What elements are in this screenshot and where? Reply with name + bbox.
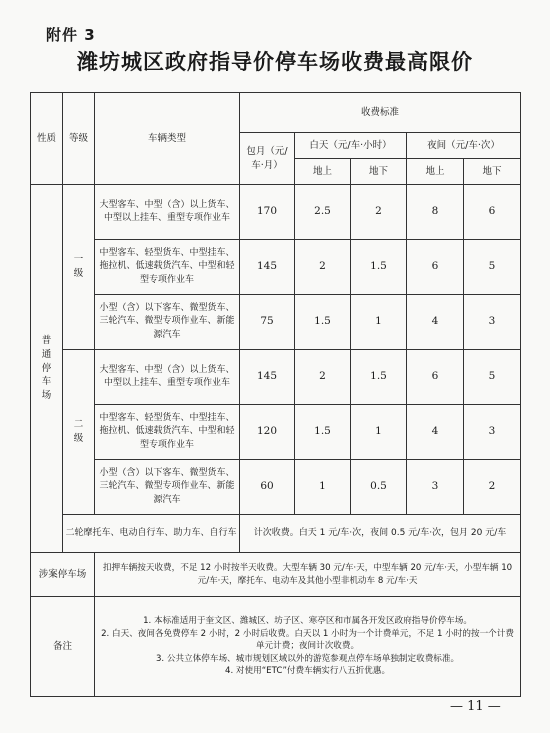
- night-above-fee: 4: [407, 295, 464, 350]
- grade-1: 一级: [63, 185, 95, 350]
- two-wheel-vehicle: 二轮摩托车、电动自行车、助力车、自行车: [63, 515, 240, 553]
- fee-table: [30, 92, 521, 697]
- day-below-fee: 1: [351, 295, 407, 350]
- day-above-fee: 1: [295, 460, 351, 515]
- case-parking-text: 扣押车辆按天收费，不足 12 小时按半天收费。大型车辆 30 元/车·天，中型车辆 20 元/车·天，小型车辆 10 元/车·天，摩托车、电动车及其他小型非机动车 8 元/车·天: [95, 553, 521, 597]
- monthly-fee: 145: [240, 240, 295, 295]
- day-below-fee: 2: [351, 185, 407, 240]
- night-below-fee: 5: [464, 240, 521, 295]
- night-below-fee: 5: [464, 350, 521, 405]
- monthly-fee: 145: [240, 350, 295, 405]
- header-vehicle-type: 车辆类型: [95, 93, 240, 185]
- table-row-vehicle: 中型客车、轻型货车、中型挂车、拖拉机、低速载货汽车、中型和轻型专项作业车: [95, 405, 240, 460]
- night-below-fee: 2: [464, 460, 521, 515]
- day-below-fee: 1: [351, 405, 407, 460]
- notes-label: 备注: [31, 597, 95, 697]
- night-below-fee: 3: [464, 295, 521, 350]
- document-title: 潍坊城区政府指导价停车场收费最高限价: [77, 50, 473, 74]
- monthly-fee: 170: [240, 185, 295, 240]
- day-above-fee: 2: [295, 350, 351, 405]
- day-below-fee: 0.5: [351, 460, 407, 515]
- monthly-fee: 75: [240, 295, 295, 350]
- day-above-fee: 1.5: [295, 405, 351, 460]
- night-above-fee: 3: [407, 460, 464, 515]
- note-item: 4. 对使用“ETC”付费车辆实行八五折优惠。: [224, 666, 391, 677]
- day-below-fee: 1.5: [351, 350, 407, 405]
- page-number: — 11 —: [450, 699, 501, 714]
- night-below-fee: 6: [464, 185, 521, 240]
- table-row-vehicle: 小型（含）以下客车、微型货车、三轮汽车、微型专项作业车、新能源汽车: [95, 460, 240, 515]
- table-row-vehicle: 大型客车、中型（含）以上货车、中型以上挂车、重型专项作业车: [95, 185, 240, 240]
- table-row-vehicle: 大型客车、中型（含）以上货车、中型以上挂车、重型专项作业车: [95, 350, 240, 405]
- day-above-fee: 2.5: [295, 185, 351, 240]
- header-night: 夜间（元/车·次）: [407, 133, 521, 159]
- header-fee-standard: 收费标准: [240, 93, 521, 133]
- monthly-fee: 120: [240, 405, 295, 460]
- header-day: 白天（元/车·小时）: [295, 133, 407, 159]
- night-above-fee: 8: [407, 185, 464, 240]
- day-above-fee: 1.5: [295, 295, 351, 350]
- note-item: 1. 本标准适用于奎文区、潍城区、坊子区、寒亭区和市属各开发区政府指导价停车场。: [143, 616, 472, 627]
- monthly-fee: 60: [240, 460, 295, 515]
- grade-2: 二级: [63, 350, 95, 515]
- header-day-below: 地下: [351, 159, 407, 185]
- header-night-below: 地下: [464, 159, 521, 185]
- header-night-above: 地上: [407, 159, 464, 185]
- category-normal-parking: 普通停车场: [31, 185, 63, 553]
- day-above-fee: 2: [295, 240, 351, 295]
- night-above-fee: 4: [407, 405, 464, 460]
- notes-content: [95, 597, 521, 697]
- table-row-vehicle: 中型客车、轻型货车、中型挂车、拖拉机、低速载货汽车、中型和轻型专项作业车: [95, 240, 240, 295]
- night-above-fee: 6: [407, 240, 464, 295]
- case-parking-label: 涉案停车场: [31, 553, 95, 597]
- night-below-fee: 3: [464, 405, 521, 460]
- attachment-label: 附件 3: [46, 26, 96, 44]
- note-item: 2. 白天、夜间各免费停车 2 小时，2 小时后收费。白天以 1 小时为一个计费单元，不足 1 小时的按一个计费单元计费；夜间计次收费。: [101, 628, 514, 652]
- night-above-fee: 6: [407, 350, 464, 405]
- header-nature: 性质: [31, 93, 63, 185]
- day-below-fee: 1.5: [351, 240, 407, 295]
- two-wheel-fee: 计次收费。白天 1 元/车·次，夜间 0.5 元/车·次，包月 20 元/车: [240, 515, 521, 553]
- header-day-above: 地上: [295, 159, 351, 185]
- header-monthly: 包月（元/车·月）: [240, 133, 295, 185]
- header-grade: 等级: [63, 93, 95, 185]
- table-row-vehicle: 小型（含）以下客车、微型货车、三轮汽车、微型专项作业车、新能源汽车: [95, 295, 240, 350]
- note-item: 3. 公共立体停车场、城市规划区域以外的游览参观点停车场单独制定收费标准。: [155, 653, 460, 664]
